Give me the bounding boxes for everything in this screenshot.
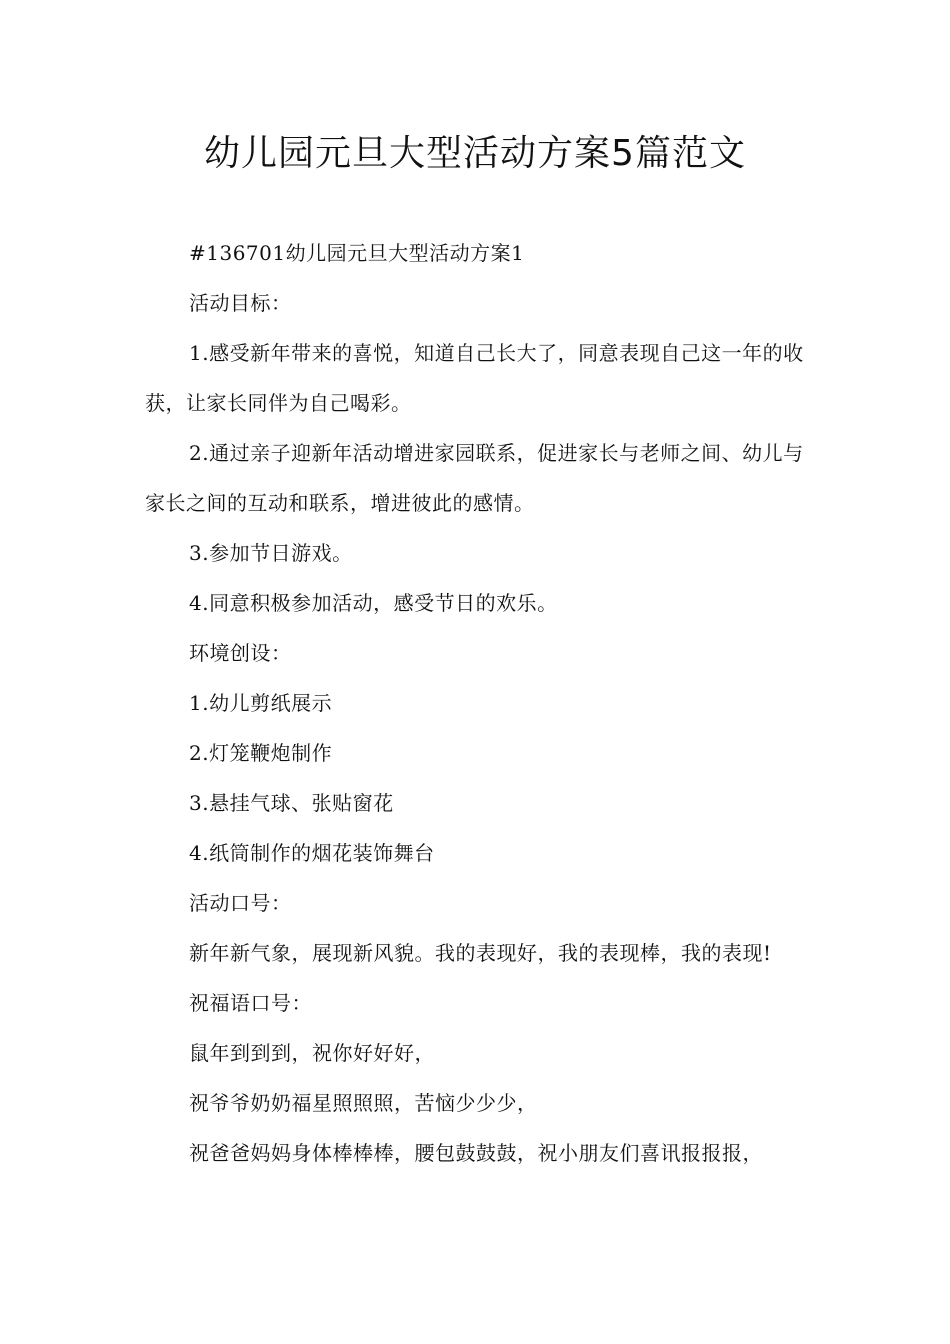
paragraph-section-environment: 环境创设： xyxy=(189,641,292,665)
paragraph-section-slogan: 活动口号： xyxy=(189,891,292,915)
paragraph-environment-2: 2.灯笼鞭炮制作 xyxy=(189,741,333,765)
paragraph-section-goals: 活动目标： xyxy=(189,291,292,315)
paragraph-environment-3: 3.悬挂气球、张贴窗花 xyxy=(189,791,394,815)
paragraph-goal-4: 4.同意积极参加活动，感受节日的欢乐。 xyxy=(189,591,558,615)
paragraph-goal-2: 2.通过亲子迎新年活动增进家园联系，促进家长与老师之间、幼儿与家长之间的互动和联系，增进彼此的感情。 xyxy=(145,441,804,515)
paragraph-environment-1: 1.幼儿剪纸展示 xyxy=(189,691,333,715)
paragraph-heading-plan-1: #136701幼儿园元旦大型活动方案1 xyxy=(189,241,525,265)
paragraph-environment-4: 4.纸筒制作的烟花装饰舞台 xyxy=(189,841,435,865)
document-title: 幼儿园元旦大型活动方案5篇范文 xyxy=(204,133,746,174)
paragraph-greeting-2: 祝爷爷奶奶福星照照照，苦恼少少少， xyxy=(189,1091,538,1115)
paragraph-goal-1: 1.感受新年带来的喜悦，知道自己长大了，同意表现自己这一年的收获，让家长同伴为自己喝彩。 xyxy=(145,341,804,415)
paragraph-slogan: 新年新气象，展现新风貌。我的表现好，我的表现棒，我的表现! xyxy=(189,941,772,965)
document-body xyxy=(145,228,810,1178)
paragraph-section-greeting: 祝福语口号： xyxy=(189,991,312,1015)
paragraph-greeting-3: 祝爸爸妈妈身体棒棒棒，腰包鼓鼓鼓，祝小朋友们喜讯报报报， xyxy=(189,1141,763,1165)
paragraph-goal-3: 3.参加节日游戏。 xyxy=(189,541,353,565)
paragraph-greeting-1: 鼠年到到到，祝你好好好， xyxy=(189,1041,435,1065)
